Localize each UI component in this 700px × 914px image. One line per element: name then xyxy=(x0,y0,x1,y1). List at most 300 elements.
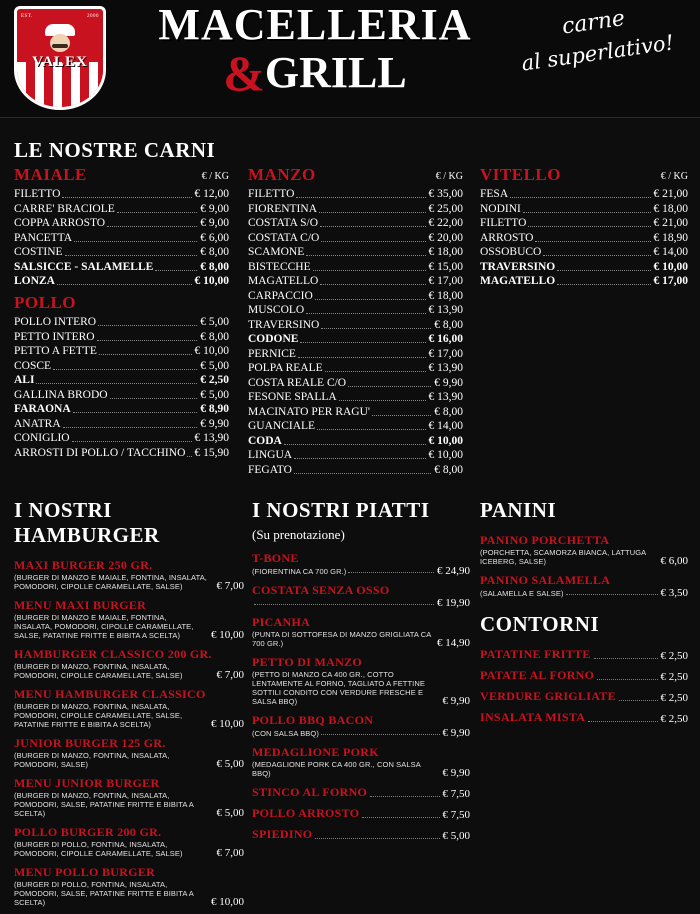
item-price: € 2,50 xyxy=(660,692,688,704)
item-price: € 10,00 xyxy=(194,275,229,287)
price-row xyxy=(14,231,229,246)
leader-dots xyxy=(535,241,650,242)
item-name: PERNICE xyxy=(248,347,296,360)
item-price: € 8,00 xyxy=(434,318,463,331)
menu-item xyxy=(480,647,688,662)
leader-dots xyxy=(298,357,426,358)
price-row xyxy=(248,274,463,289)
leader-dots xyxy=(370,796,439,797)
item-name: ARROSTI DI POLLO / TACCHINO xyxy=(14,446,186,459)
price-row xyxy=(14,245,229,260)
price-row xyxy=(14,417,229,432)
item-name: COPPA ARROSTO xyxy=(14,217,106,229)
leader-dots xyxy=(97,340,198,341)
menu-item xyxy=(14,647,244,680)
title-grill: GRILL xyxy=(264,48,407,97)
item-price: € 12,00 xyxy=(194,188,229,200)
piatti-note: (Su prenotazione) xyxy=(252,527,345,542)
leader-dots xyxy=(63,427,198,428)
item-name: PETTO A FETTE xyxy=(14,345,97,357)
item-name: COSTATA SENZA OSSO xyxy=(252,583,390,597)
category-title-pollo: POLLO xyxy=(14,293,77,312)
item-price: € 8,00 xyxy=(200,330,229,343)
section-hamburger xyxy=(14,498,244,914)
chef-icon xyxy=(43,24,77,54)
item-price: € 8,00 xyxy=(200,246,229,258)
leader-dots xyxy=(110,398,198,399)
item-desc: (PETTO DI MANZO CA 400 GR., COTTO LENTAMENTE AL FORNO, TAGLIATO A FETTINE SOTTILI CONDITO CON VERDURE FRESCHE E SALSA BBQ) xyxy=(252,670,425,706)
price-row xyxy=(248,318,463,333)
price-row xyxy=(248,245,463,260)
leader-dots xyxy=(73,412,198,413)
category-title-maiale xyxy=(14,165,229,185)
item-name: PANINO SALAMELLA xyxy=(480,573,611,587)
item-name: PANINO PORCHETTA xyxy=(480,533,610,547)
leader-dots xyxy=(321,241,425,242)
item-price-line xyxy=(252,670,470,706)
price-row xyxy=(248,332,463,347)
item-desc: (BURGER DI MANZO, FONTINA, INSALATA, POMODORI, SALSE) xyxy=(14,751,170,769)
item-price: € 5,00 xyxy=(216,807,244,819)
price-row xyxy=(248,463,463,478)
menu-item xyxy=(14,825,244,858)
leader-dots xyxy=(557,270,650,271)
price-row xyxy=(480,202,688,217)
item-price: € 9,90 xyxy=(442,767,470,779)
item-price-line xyxy=(252,760,470,778)
item-price: € 5,00 xyxy=(442,830,470,842)
price-row xyxy=(248,347,463,362)
leader-dots xyxy=(321,328,431,329)
menu-item xyxy=(14,736,244,769)
item-name: CODONE xyxy=(248,333,299,345)
item-name: SCAMONE xyxy=(248,246,305,258)
item-name: ANATRA xyxy=(14,417,61,430)
item-price-line xyxy=(14,751,244,769)
vitello-rows xyxy=(480,187,688,289)
category-manzo xyxy=(248,165,463,477)
item-desc: (BURGER DI MANZO E MAIALE, FONTINA, INSALATA, POMODORI, CIPOLLE CARAMELLATE, SALSE, PATATINE FRITTE E BIBITA A SCELTA) xyxy=(14,613,194,640)
item-price: € 10,00 xyxy=(211,629,244,641)
price-row xyxy=(14,344,229,359)
price-row xyxy=(248,390,463,405)
tagline-line-2: al superlativo! xyxy=(520,30,676,76)
item-price: € 8,00 xyxy=(434,463,463,476)
leader-dots xyxy=(65,255,198,256)
leader-dots xyxy=(321,734,440,735)
item-price: € 7,00 xyxy=(216,580,244,592)
item-name: FARAONA xyxy=(14,403,71,415)
price-row xyxy=(248,405,463,420)
item-name: PANCETTA xyxy=(14,231,73,244)
item-price: € 9,00 xyxy=(200,202,229,215)
leader-dots xyxy=(117,212,197,213)
item-price: € 20,00 xyxy=(428,231,463,244)
leader-dots xyxy=(320,284,425,285)
leader-dots xyxy=(57,284,192,285)
leader-dots xyxy=(300,342,425,343)
item-price: € 5,00 xyxy=(200,316,229,328)
category-title-vitello xyxy=(480,165,688,185)
price-row xyxy=(14,446,229,461)
item-name: POLPA REALE xyxy=(248,362,323,374)
vitello-label: VITELLO xyxy=(480,165,561,184)
category-vitello xyxy=(480,165,688,289)
menu-item xyxy=(252,655,470,706)
leader-dots xyxy=(296,197,425,198)
item-name: FIORENTINA xyxy=(248,202,317,215)
item-price: € 24,90 xyxy=(437,565,470,577)
item-price-line xyxy=(14,702,244,729)
page-title xyxy=(120,0,510,101)
item-name: MENU MAXI BURGER xyxy=(14,598,147,612)
manzo-rows xyxy=(248,187,463,477)
item-name: COSCE xyxy=(14,359,52,372)
item-price-line xyxy=(480,588,688,598)
title-line-1: MACELLERIA xyxy=(158,0,472,49)
leader-dots xyxy=(523,212,651,213)
leader-dots xyxy=(315,838,439,839)
ampersand: & xyxy=(223,45,265,101)
price-row xyxy=(248,231,463,246)
item-desc: (BURGER DI MANZO, FONTINA, INSALATA, POMODORI, SALSE, PATATINE FRITTE E BIBITA A SCELTA) xyxy=(14,791,194,818)
item-name: MENU HAMBURGER CLASSICO xyxy=(14,687,206,701)
leader-dots xyxy=(566,594,658,595)
item-price: € 9,90 xyxy=(434,376,463,389)
item-price: € 7,50 xyxy=(442,788,470,800)
logo-name: VALEX xyxy=(32,54,88,70)
item-name: GUANCIALE xyxy=(248,420,316,432)
item-name: JUNIOR BURGER 125 GR. xyxy=(14,736,166,750)
price-row xyxy=(248,448,463,463)
section-piatti xyxy=(252,498,470,848)
item-price: € 14,90 xyxy=(437,637,470,649)
leader-dots xyxy=(619,700,658,701)
item-price: € 16,00 xyxy=(428,333,463,345)
item-name: TRAVERSINO xyxy=(248,318,320,331)
item-name: INSALATA MISTA xyxy=(480,710,586,724)
item-price: € 10,00 xyxy=(194,345,229,357)
price-row xyxy=(14,187,229,202)
chef-face-icon xyxy=(50,34,70,52)
item-price: € 9,90 xyxy=(200,417,229,430)
price-row xyxy=(14,315,229,330)
item-price: € 10,00 xyxy=(211,718,244,730)
menu-item xyxy=(14,776,244,818)
unit-label-vitello: € / KG xyxy=(660,171,688,182)
price-row xyxy=(248,187,463,202)
leader-dots xyxy=(594,658,658,659)
menu-item xyxy=(14,865,244,907)
item-name: POLLO ARROSTO xyxy=(252,806,360,820)
price-row xyxy=(248,289,463,304)
category-maiale xyxy=(14,165,229,289)
price-row xyxy=(14,330,229,345)
item-price: € 15,00 xyxy=(428,260,463,273)
item-price: € 35,00 xyxy=(428,188,463,200)
price-row xyxy=(248,419,463,434)
section-heading-hamburger: I NOSTRI HAMBURGER xyxy=(14,498,160,547)
item-name: MEDAGLIONE PORK xyxy=(252,745,379,759)
item-name: MAGATELLO xyxy=(248,275,319,287)
item-name: VERDURE GRIGLIATE xyxy=(480,689,616,703)
section-heading-contorni: CONTORNI xyxy=(480,612,600,636)
item-name: MAXI BURGER 250 GR. xyxy=(14,558,153,572)
price-row xyxy=(14,373,229,388)
leader-dots xyxy=(543,255,650,256)
price-row xyxy=(248,202,463,217)
item-price-line xyxy=(480,548,688,566)
leader-dots xyxy=(528,226,650,227)
item-price-line xyxy=(14,840,244,858)
item-desc: (BURGER DI MANZO, FONTINA, INSALATA, POMODORI, CIPOLLE CARAMELLATE, SALSE) xyxy=(14,662,183,680)
item-desc: (BURGER DI MANZO, FONTINA, INSALATA, POMODORI, CIPOLLE CARAMELLATE, SALSE, PATATINE FRITTE E BIBITA A SCELTA) xyxy=(14,702,183,729)
item-name: STINCO AL FORNO xyxy=(252,785,368,799)
leader-dots xyxy=(53,369,197,370)
item-name: FESA xyxy=(480,188,509,200)
price-row xyxy=(480,245,688,260)
item-price: € 21,00 xyxy=(653,188,688,200)
leader-dots xyxy=(320,226,425,227)
menu-item xyxy=(480,533,688,566)
leader-dots xyxy=(254,604,434,605)
leader-dots xyxy=(588,721,657,722)
menu-item xyxy=(480,689,688,704)
menu-item xyxy=(252,785,470,800)
item-price: € 3,50 xyxy=(660,587,688,599)
leader-dots xyxy=(187,456,191,457)
leader-dots xyxy=(319,212,426,213)
item-desc: (BURGER DI POLLO, FONTINA, INSALATA, POMODORI, CIPOLLE CARAMELLATE, SALSE) xyxy=(14,840,183,858)
item-price: € 13,90 xyxy=(428,391,463,403)
item-desc: (PORCHETTA, SCAMORZA BIANCA, LATTUGA ICEBERG, SALSE) xyxy=(480,548,646,566)
item-price: € 2,50 xyxy=(660,671,688,683)
leader-dots xyxy=(306,313,425,314)
price-row xyxy=(248,260,463,275)
section-contorni xyxy=(480,612,688,731)
item-price: € 17,00 xyxy=(428,275,463,287)
price-row xyxy=(480,187,688,202)
leader-dots xyxy=(74,241,197,242)
price-row xyxy=(14,402,229,417)
leader-dots xyxy=(284,444,426,445)
item-price: € 17,00 xyxy=(428,347,463,360)
leader-dots xyxy=(348,386,431,387)
leader-dots xyxy=(313,270,426,271)
section-panini xyxy=(480,498,688,605)
leader-dots xyxy=(348,572,434,573)
leader-dots xyxy=(510,197,650,198)
menu-item xyxy=(14,598,244,640)
item-name: CONIGLIO xyxy=(14,432,70,444)
item-name: TRAVERSINO xyxy=(480,260,556,273)
menu-item xyxy=(252,551,470,576)
item-name: PATATINE FRITTE xyxy=(480,647,591,661)
item-name: BISTECCHE xyxy=(248,260,311,273)
item-price: € 19,90 xyxy=(437,597,470,609)
leader-dots xyxy=(339,400,426,401)
item-name: POLLO BURGER 200 GR. xyxy=(14,825,162,839)
item-desc: (BURGER DI POLLO, FONTINA, INSALATA, POMODORI, SALSE, PATATINE FRITTE E BIBITA A SCELTA) xyxy=(14,880,194,907)
item-name: PICANHA xyxy=(252,615,311,629)
item-price: € 9,00 xyxy=(200,217,229,229)
leader-dots xyxy=(597,679,657,680)
leader-dots xyxy=(72,441,192,442)
item-price: € 5,00 xyxy=(200,359,229,372)
maiale-label: MAIALE xyxy=(14,165,87,184)
item-name: CODA xyxy=(248,434,282,447)
section-heading-panini: PANINI xyxy=(480,498,557,522)
item-price: € 10,00 xyxy=(428,434,463,447)
item-name: FESONE SPALLA xyxy=(248,391,337,403)
menu-item xyxy=(252,615,470,648)
item-price-line xyxy=(14,613,244,640)
shield-icon xyxy=(14,6,106,110)
leader-dots xyxy=(557,284,650,285)
menu-item xyxy=(252,745,470,778)
item-price: € 10,00 xyxy=(428,449,463,461)
item-price: € 6,00 xyxy=(200,231,229,244)
item-name: PETTO INTERO xyxy=(14,330,95,343)
manzo-label: MANZO xyxy=(248,165,316,184)
item-price: € 5,00 xyxy=(200,388,229,401)
item-desc: (FIORENTINA CA 700 GR.) xyxy=(252,567,347,576)
item-name: FILETTO xyxy=(14,188,61,200)
item-price-line xyxy=(252,566,470,576)
item-price-line xyxy=(252,728,470,738)
item-price: € 9,90 xyxy=(442,695,470,707)
item-desc: (CON SALSA BBQ) xyxy=(252,729,319,738)
item-price: € 7,50 xyxy=(442,809,470,821)
menu-item xyxy=(252,827,470,842)
item-name: HAMBURGER CLASSICO 200 GR. xyxy=(14,647,212,661)
item-desc: (PUNTA DI SOTTOFESA DI MANZO GRIGLIATA CA 700 GR.) xyxy=(252,630,431,648)
menu-item xyxy=(480,668,688,683)
section-heading-piatti: I NOSTRI PIATTI xyxy=(252,498,430,522)
leader-dots xyxy=(372,415,431,416)
item-name: LINGUA xyxy=(248,449,293,461)
item-name: MENU JUNIOR BURGER xyxy=(14,776,160,790)
tagline-line-1: carne xyxy=(560,5,627,40)
item-name: FILETTO xyxy=(248,188,295,200)
leader-dots xyxy=(98,325,197,326)
unit-label-maiale: € / KG xyxy=(201,171,229,182)
price-row xyxy=(14,260,229,275)
item-price: € 7,00 xyxy=(216,669,244,681)
leader-dots xyxy=(107,226,197,227)
item-price: € 10,00 xyxy=(211,896,244,908)
item-price: € 22,00 xyxy=(428,217,463,229)
section-heading-carni: LE NOSTRE CARNI xyxy=(14,138,216,162)
item-price: € 14,00 xyxy=(428,420,463,432)
item-name: FEGATO xyxy=(248,463,292,476)
item-name: SPIEDINO xyxy=(252,827,313,841)
item-name: POLLO INTERO xyxy=(14,316,97,328)
item-price: € 18,00 xyxy=(653,202,688,215)
maiale-rows xyxy=(14,187,229,289)
item-name: PETTO DI MANZO xyxy=(252,655,362,669)
item-name: COSTINE xyxy=(14,246,63,258)
leader-dots xyxy=(294,458,425,459)
category-title-manzo xyxy=(248,165,463,185)
item-price: € 14,00 xyxy=(653,246,688,258)
menu-item xyxy=(480,710,688,725)
leader-dots xyxy=(362,817,439,818)
menu-item xyxy=(14,687,244,729)
price-row xyxy=(248,361,463,376)
item-name: MENU POLLO BURGER xyxy=(14,865,156,879)
item-price: € 9,90 xyxy=(442,727,470,739)
price-row xyxy=(480,274,688,289)
item-name: SALSICCE - SALAMELLE xyxy=(14,260,154,273)
price-row xyxy=(248,303,463,318)
item-name: MACINATO PER RAGU' xyxy=(248,405,370,418)
price-row xyxy=(14,431,229,446)
item-name: FILETTO xyxy=(480,217,527,229)
item-desc: (SALAMELLA E SALSE) xyxy=(480,589,564,598)
chef-mustache-icon xyxy=(52,44,68,48)
item-name: MAGATELLO xyxy=(480,275,556,287)
item-name: COSTA REALE C/O xyxy=(248,376,347,389)
leader-dots xyxy=(36,383,197,384)
item-price: € 8,00 xyxy=(434,405,463,418)
item-price: € 17,00 xyxy=(653,275,688,287)
leader-dots xyxy=(62,197,191,198)
leader-dots xyxy=(317,429,425,430)
leader-dots xyxy=(306,255,425,256)
item-name: CARRE' BRACIOLE xyxy=(14,202,115,215)
item-price: € 10,00 xyxy=(653,260,688,273)
item-name: COSTATA S/O xyxy=(248,217,319,229)
item-name: ARROSTO xyxy=(480,231,534,244)
item-name: CARPACCIO xyxy=(248,289,313,302)
leader-dots xyxy=(325,371,426,372)
item-price: € 8,00 xyxy=(200,260,229,273)
menu-item xyxy=(252,713,470,738)
price-row xyxy=(480,231,688,246)
item-price: € 21,00 xyxy=(653,217,688,229)
item-name: PATATE AL FORNO xyxy=(480,668,595,682)
menu-item xyxy=(252,583,470,608)
category-pollo xyxy=(14,293,229,460)
item-price: € 6,00 xyxy=(660,555,688,567)
title-line-2 xyxy=(120,45,510,101)
item-price: € 18,90 xyxy=(653,231,688,244)
item-price-line xyxy=(14,573,244,591)
item-price: € 13,90 xyxy=(194,432,229,444)
tagline xyxy=(497,0,696,101)
logo-year-right: 2000 xyxy=(87,14,99,19)
item-name: GALLINA BRODO xyxy=(14,388,108,401)
price-row xyxy=(248,216,463,231)
item-name: T-BONE xyxy=(252,551,299,565)
price-row xyxy=(14,216,229,231)
price-row xyxy=(14,359,229,374)
item-price: € 13,90 xyxy=(428,304,463,316)
item-price-line xyxy=(14,662,244,680)
item-price: € 7,00 xyxy=(216,847,244,859)
item-name: OSSOBUCO xyxy=(480,246,542,258)
item-price: € 13,90 xyxy=(428,362,463,374)
item-price-line xyxy=(252,598,470,608)
item-name: ALI xyxy=(14,374,35,386)
item-price: € 5,00 xyxy=(216,758,244,770)
item-name: POLLO BBQ BACON xyxy=(252,713,374,727)
price-row xyxy=(14,388,229,403)
leader-dots xyxy=(155,270,197,271)
item-price: € 2,50 xyxy=(660,650,688,662)
logo xyxy=(14,6,106,110)
